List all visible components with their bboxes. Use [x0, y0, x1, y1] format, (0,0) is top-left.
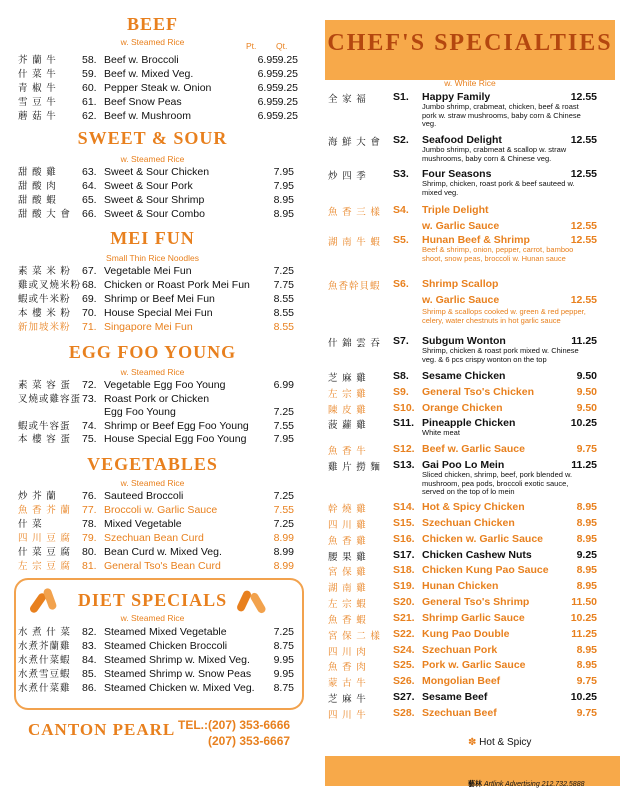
- item-name: Mongolian Beef: [422, 675, 501, 687]
- item-description: Shrimp, chicken, roast pork & beef sauteed w. mixed veg.: [422, 179, 575, 197]
- item-price: 8.95: [576, 533, 597, 545]
- item-number: 67.: [82, 265, 97, 277]
- item-price: 11.25: [571, 459, 597, 471]
- item-price: 8.95: [273, 194, 294, 206]
- credit-line: [468, 779, 584, 789]
- item-price: 7.55: [273, 419, 294, 432]
- item-chinese-name: 素 菜 米 粉: [18, 266, 71, 277]
- item-code: S17.: [393, 549, 415, 561]
- item-price: 7.95: [273, 166, 294, 178]
- item-price: 8.95: [576, 517, 597, 529]
- menu-item: [0, 110, 310, 123]
- item-number: 75.: [82, 433, 97, 445]
- item-chinese-name: 四 川 豆 腐: [18, 533, 71, 544]
- item-name: Gai Poo Lo Mein: [422, 459, 505, 471]
- item-chinese-name: 水煮芥蘭雞: [18, 641, 71, 652]
- item-chinese-name: 雞或叉燒米粉: [18, 280, 82, 291]
- item-code: S14.: [393, 501, 415, 513]
- item-code: S12.: [393, 443, 415, 455]
- menu-item: [0, 532, 310, 545]
- item-chinese-name: 宮 保 二 樣: [328, 631, 381, 642]
- item-number: 61.: [82, 96, 97, 108]
- egg-foo-title: EGG FOO YOUNG: [68, 342, 237, 362]
- phone-1: (207) 353-6666: [208, 718, 291, 732]
- item-name: Hunan Beef & Shrimp: [422, 234, 530, 246]
- item-number: 69.: [82, 293, 97, 305]
- item-price-pt: 6.95: [257, 110, 278, 122]
- item-number: 58.: [82, 54, 97, 66]
- item-chinese-name: 炒 四 季: [328, 171, 367, 182]
- item-name: Pepper Steak w. Onion: [104, 82, 212, 94]
- menu-item: [0, 82, 310, 95]
- item-price: 10.25: [570, 691, 597, 703]
- credit-zh: 藝林: [468, 781, 482, 788]
- mei-fun-subtitle: Small Thin Rice Noodles: [106, 253, 199, 263]
- menu-item: [0, 379, 310, 392]
- item-name: Beef w. Mixed Veg.: [104, 68, 194, 80]
- item-name: General Tso's Bean Curd: [104, 560, 221, 572]
- item-chinese-name: 什 菜 牛: [18, 69, 57, 80]
- item-name: Four Seasons: [422, 168, 492, 180]
- item-chinese-name: 菠 蘿 雞: [328, 420, 367, 431]
- menu-item: [0, 166, 310, 179]
- item-name: Hot & Spicy Chicken: [422, 501, 525, 513]
- item-name: Beef w. Garlic Sauce: [422, 443, 525, 455]
- item-price-pt: 6.95: [257, 96, 278, 108]
- item-name-continued: w. Garlic Sauce: [422, 294, 500, 306]
- item-name: Roast Pork or Chicken: [104, 392, 210, 405]
- item-name: Subgum Wonton: [422, 335, 506, 347]
- item-price: 9.25: [576, 549, 597, 561]
- item-price: 8.95: [576, 501, 597, 513]
- item-chinese-name: 甜 酸 大 會: [18, 209, 71, 220]
- item-number: 78.: [82, 518, 97, 530]
- item-price: 10.25: [570, 417, 597, 429]
- item-chinese-name: 甜 酸 蝦: [18, 195, 57, 206]
- item-price: 8.95: [576, 564, 597, 576]
- menu-item: [0, 321, 310, 334]
- item-price: 8.55: [273, 293, 294, 305]
- item-code: S10.: [393, 402, 415, 414]
- item-chinese-name: 水煮雪豆蝦: [18, 669, 71, 680]
- item-name: Hunan Chicken: [422, 580, 499, 592]
- item-number: 73.: [82, 392, 97, 405]
- phone-2: (207) 353-6667: [208, 734, 291, 748]
- item-price-pt: 6.95: [257, 82, 278, 94]
- item-price: 12.55: [570, 134, 597, 146]
- diet-specials-title: DIET SPECIALS: [77, 590, 228, 610]
- item-name: General Tso's Chicken: [422, 386, 535, 398]
- item-number: 85.: [82, 668, 97, 680]
- item-chinese-name: 左 宗 蝦: [328, 599, 367, 610]
- item-price: 8.75: [273, 682, 294, 694]
- item-number: 79.: [82, 532, 97, 544]
- item-chinese-name: 雞 片 撈 麵: [328, 462, 381, 473]
- item-code: S21.: [393, 612, 415, 624]
- col-pt-header: Pt.: [246, 41, 257, 51]
- item-name: Beef Snow Peas: [104, 96, 182, 108]
- item-price: 11.25: [571, 628, 597, 640]
- hot-spicy-label: Hot & Spicy: [479, 737, 532, 748]
- item-chinese-name: 什 菜 豆 腐: [18, 547, 71, 558]
- item-number: 65.: [82, 194, 97, 206]
- menu-item: [0, 194, 310, 207]
- item-price: 7.95: [273, 180, 294, 192]
- item-name: Szechuan Beef: [422, 707, 497, 719]
- item-number: 77.: [82, 504, 97, 516]
- item-price: 9.50: [576, 402, 597, 414]
- item-number: 68.: [82, 279, 97, 291]
- item-price: 6.99: [273, 379, 294, 391]
- item-chinese-name: 雪 豆 牛: [18, 97, 57, 108]
- menu-item: [0, 682, 310, 695]
- item-chinese-name: 陳 皮 雞: [328, 405, 367, 416]
- item-price: 11.25: [571, 335, 597, 347]
- item-code: S2.: [393, 134, 409, 146]
- item-chinese-name: 水 煮 什 菜: [18, 627, 71, 638]
- item-name: Shrimp or Beef Egg Foo Young: [104, 419, 249, 432]
- menu-item: [0, 640, 310, 653]
- item-chinese-name: 叉燒或雞容蛋: [18, 393, 82, 405]
- item-name: Chicken Cashew Nuts: [422, 549, 532, 561]
- item-name: Triple Delight: [422, 204, 489, 216]
- beef-subtitle: w. Steamed Rice: [120, 37, 185, 47]
- item-price: 8.99: [273, 532, 294, 544]
- item-name: Steamed Mixed Vegetable: [104, 626, 227, 638]
- item-name: Chicken w. Garlic Sauce: [422, 533, 543, 545]
- item-price: 12.55: [570, 234, 597, 246]
- menu-item: [0, 54, 310, 67]
- item-price: 7.25: [273, 265, 294, 277]
- item-price: 8.99: [273, 560, 294, 572]
- menu-item: [0, 504, 310, 517]
- item-code: S6.: [393, 278, 409, 290]
- item-description: White meat: [422, 428, 460, 437]
- item-name: Beef w. Mushroom: [104, 110, 191, 122]
- menu-item: [0, 393, 310, 406]
- menu-item: [0, 208, 310, 221]
- item-description: Sliced chicken, shrimp, beef, pork blended w. mushroom, pea pods, broccoli exotic sauce, served on the top of lo mein: [422, 470, 573, 496]
- item-price: 7.75: [273, 279, 294, 291]
- item-name: Sesame Chicken: [422, 370, 506, 382]
- hot-spicy-legend: [468, 737, 531, 748]
- item-price: 8.55: [273, 321, 294, 333]
- item-chinese-name: 新加坡米粉: [18, 322, 71, 333]
- item-name: Kung Pao Double: [422, 628, 510, 640]
- item-price: 9.50: [576, 370, 597, 382]
- item-name: Sauteed Broccoli: [104, 490, 184, 502]
- item-code: S4.: [393, 204, 409, 216]
- item-price-qt: 9.25: [277, 96, 298, 108]
- item-code: S11.: [393, 417, 415, 429]
- item-price: 12.55: [570, 220, 597, 232]
- item-price: 12.55: [570, 294, 597, 306]
- item-chinese-name: 芝 麻 牛: [328, 694, 367, 705]
- item-chinese-name: 芝 麻 雞: [328, 373, 367, 384]
- mei-fun-title: MEI FUN: [110, 228, 195, 248]
- item-name: Szechuan Chicken: [422, 517, 515, 529]
- item-price: 7.25: [273, 626, 294, 638]
- item-chinese-name: 宮 保 雞: [328, 567, 367, 578]
- tel-label: TEL.:: [178, 718, 208, 732]
- menu-item-continued: [0, 406, 310, 419]
- menu-item: [0, 668, 310, 681]
- item-price: 8.99: [273, 546, 294, 558]
- item-name: Vegetable Egg Foo Young: [104, 379, 226, 391]
- brand-name: CANTON PEARL: [28, 720, 176, 739]
- item-price-qt: 9.25: [277, 54, 298, 66]
- menu-item: [0, 546, 310, 559]
- item-number: 63.: [82, 166, 97, 178]
- item-chinese-name: 魚 香 蝦: [328, 615, 367, 626]
- item-name-continued: w. Garlic Sauce: [422, 220, 500, 232]
- item-code: S19.: [393, 580, 415, 592]
- item-name: Steamed Shrimp w. Snow Peas: [104, 668, 252, 680]
- item-chinese-name: 蘑 菇 牛: [18, 111, 57, 122]
- item-chinese-name: 甜 酸 雞: [18, 167, 57, 178]
- item-chinese-name: 甜 酸 肉: [18, 181, 57, 192]
- item-number: 72.: [82, 379, 97, 391]
- item-name: Steamed Chicken Broccoli: [104, 640, 228, 652]
- item-code: S1.: [393, 91, 409, 103]
- menu-item: [0, 490, 310, 503]
- item-chinese-name: 什 錦 雲 吞: [328, 338, 381, 349]
- item-code: S22.: [393, 628, 415, 640]
- item-price: 9.75: [576, 443, 597, 455]
- sweet-sour-subtitle: w. Steamed Rice: [120, 154, 185, 164]
- item-name: Seafood Delight: [422, 134, 502, 146]
- item-code: S3.: [393, 168, 409, 180]
- item-name: Orange Chicken: [422, 402, 503, 414]
- item-code: S24.: [393, 644, 415, 656]
- item-price: 9.50: [576, 386, 597, 398]
- item-name: Shrimp Garlic Sauce: [422, 612, 525, 624]
- item-code: S9.: [393, 386, 409, 398]
- credit-text: Artlink Advertising 212.732.5888: [483, 781, 585, 788]
- item-description: Shrimp & scallops cooked w. green & red pepper, celery, water chestnuts in hot garlic sauce: [422, 307, 586, 325]
- item-name: Bean Curd w. Mixed Veg.: [104, 546, 222, 558]
- item-description: Jumbo shrimp, crabmeat, chicken, beef & roast pork w. straw mushrooms, baby corn & Chinese veg.: [422, 102, 581, 128]
- menu-item: [0, 279, 310, 292]
- menu-item: [0, 180, 310, 193]
- item-chinese-name: 蒙 古 牛: [328, 678, 367, 689]
- item-name: Broccoli w. Garlic Sauce: [104, 504, 218, 516]
- item-name: Chicken or Roast Pork Mei Fun: [104, 279, 250, 291]
- item-chinese-name: 湖 南 牛 蝦: [328, 237, 381, 248]
- item-name: Sweet & Sour Combo: [104, 208, 205, 220]
- item-chinese-name: 本 樓 米 粉: [18, 308, 71, 319]
- chef-subtitle: w. White Rice: [444, 78, 496, 88]
- vegetables-subtitle: w. Steamed Rice: [120, 478, 185, 488]
- item-description: Shrimp, chicken & roast pork mixed w. Chinese veg. & 6 pcs crispy wonton on the top: [422, 346, 579, 364]
- menu-item: [0, 307, 310, 320]
- item-code: S5.: [393, 234, 409, 246]
- item-name: Beef w. Broccoli: [104, 54, 179, 66]
- item-name: Mixed Vegetable: [104, 518, 182, 530]
- item-name: Pork w. Garlic Sauce: [422, 659, 526, 671]
- menu-item: [0, 433, 310, 446]
- item-name: Shrimp or Beef Mei Fun: [104, 293, 215, 305]
- item-number: 83.: [82, 640, 97, 652]
- item-number: 82.: [82, 626, 97, 638]
- item-chinese-name: 腰 果 雞: [328, 552, 367, 563]
- item-price: 7.25: [273, 406, 294, 418]
- item-chinese-name: 四 川 牛: [328, 710, 367, 721]
- item-price: 7.55: [273, 504, 294, 516]
- item-number: 84.: [82, 654, 97, 666]
- item-code: S18.: [393, 564, 415, 576]
- chef-specialties-title: CHEF'S SPECIALTIES: [327, 30, 613, 56]
- egg-foo-subtitle: w. Steamed Rice: [120, 367, 185, 377]
- item-price: 8.75: [273, 640, 294, 652]
- item-number: 60.: [82, 82, 97, 94]
- item-price: 11.50: [571, 596, 597, 608]
- menu-item: [0, 68, 310, 81]
- item-price: 7.95: [273, 433, 294, 445]
- item-price: 9.75: [576, 675, 597, 687]
- sweet-sour-title: SWEET & SOUR: [77, 128, 228, 148]
- item-price: 8.95: [273, 208, 294, 220]
- item-number: 66.: [82, 208, 97, 220]
- item-name: Happy Family: [422, 91, 491, 103]
- item-number: 81.: [82, 560, 97, 572]
- item-chinese-name: 水煮什菜雞: [18, 683, 71, 694]
- item-code: S25.: [393, 659, 415, 671]
- item-name: Egg Foo Young: [104, 406, 176, 418]
- menu-item: [0, 420, 310, 433]
- item-chinese-name: 湖 南 雞: [328, 583, 367, 594]
- menu-item: [0, 293, 310, 306]
- item-price-pt: 6.95: [257, 54, 278, 66]
- item-number: 71.: [82, 321, 97, 333]
- item-price: 12.55: [570, 168, 597, 180]
- item-price: 8.95: [576, 659, 597, 671]
- item-chinese-name: 全 家 福: [328, 94, 367, 105]
- item-name: Sweet & Sour Pork: [104, 180, 193, 192]
- item-price-qt: 9.25: [277, 82, 298, 94]
- item-chinese-name: 魚香幹貝蝦: [328, 281, 381, 292]
- item-name: House Special Egg Foo Young: [104, 433, 247, 445]
- item-name: Szechuan Bean Curd: [104, 532, 204, 544]
- menu-item: [0, 626, 310, 639]
- item-code: S7.: [393, 335, 409, 347]
- item-chinese-name: 左 宗 豆 腐: [18, 561, 71, 572]
- item-name: Singapore Mei Fun: [104, 321, 193, 333]
- item-number: 70.: [82, 307, 97, 319]
- menu-item: [0, 654, 310, 667]
- item-code: S13.: [393, 459, 415, 471]
- item-chinese-name: 魚 香 芥 蘭: [18, 505, 71, 516]
- item-price: 8.95: [576, 644, 597, 656]
- item-code: S27.: [393, 691, 415, 703]
- item-name: General Tso's Shrimp: [422, 596, 530, 608]
- item-code: S15.: [393, 517, 415, 529]
- col-qt-header: Qt.: [276, 41, 288, 51]
- item-code: S28.: [393, 707, 415, 719]
- item-price-pt: 6.95: [257, 68, 278, 80]
- item-chinese-name: 魚 香 牛: [328, 446, 367, 457]
- item-name: Sweet & Sour Shrimp: [104, 194, 205, 206]
- item-price: 7.25: [273, 518, 294, 530]
- item-chinese-name: 素 菜 容 蛋: [18, 380, 71, 391]
- diet-specials-subtitle: w. Steamed Rice: [120, 613, 185, 623]
- item-number: 59.: [82, 68, 97, 80]
- item-price: 9.95: [273, 654, 294, 666]
- item-name: Chicken Kung Pao Sauce: [422, 564, 549, 576]
- item-price: 12.55: [570, 91, 597, 103]
- vegetables-title: VEGETABLES: [87, 454, 218, 474]
- item-chinese-name: 什 菜: [18, 519, 43, 530]
- item-name: House Special Mei Fun: [104, 307, 213, 319]
- item-number: 74.: [82, 419, 97, 432]
- item-chinese-name: 魚 香 三 樣: [328, 207, 381, 218]
- item-price: 9.95: [273, 668, 294, 680]
- item-chinese-name: 水煮什菜蝦: [18, 655, 71, 666]
- item-chinese-name: 四 川 雞: [328, 520, 367, 531]
- item-chinese-name: 炒 芥 蘭: [18, 491, 57, 502]
- item-price: 10.25: [570, 612, 597, 624]
- item-chinese-name: 左 宗 雞: [328, 389, 367, 400]
- item-number: 80.: [82, 546, 97, 558]
- item-chinese-name: 蝦或牛米粉: [18, 294, 71, 305]
- item-name: Vegetable Mei Fun: [104, 265, 192, 277]
- item-name: Sweet & Sour Chicken: [104, 166, 210, 178]
- item-price: 8.95: [576, 580, 597, 592]
- menu-item: [0, 96, 310, 109]
- item-price-qt: 9.25: [277, 68, 298, 80]
- item-name: Szechuan Pork: [422, 644, 498, 656]
- item-description: Jumbo shrimp, crabmeat & scallop w. straw mushrooms, baby corn & Chinese veg.: [422, 145, 567, 163]
- item-name: Steamed Shrimp w. Mixed Veg.: [104, 654, 250, 666]
- item-chinese-name: 蝦或牛容蛋: [18, 420, 71, 432]
- menu-item: [0, 265, 310, 278]
- item-chinese-name: 魚 香 肉: [328, 662, 367, 673]
- menu-item: [0, 518, 310, 531]
- item-number: 86.: [82, 682, 97, 694]
- item-name: Sesame Beef: [422, 691, 488, 703]
- item-name: Shrimp Scallop: [422, 278, 499, 290]
- item-code: S16.: [393, 533, 415, 545]
- item-chinese-name: 幹 燒 雞: [328, 504, 367, 515]
- item-price: 8.55: [273, 307, 294, 319]
- item-chinese-name: 魚 香 雞: [328, 536, 367, 547]
- item-chinese-name: 青 椒 牛: [18, 83, 57, 94]
- item-chinese-name: 四 川 肉: [328, 647, 367, 658]
- item-code: S8.: [393, 370, 409, 382]
- item-number: 62.: [82, 110, 97, 122]
- pepper-icon: ✽: [468, 737, 477, 748]
- item-name: Pineapple Chicken: [422, 417, 516, 429]
- item-chinese-name: 芥 蘭 牛: [18, 55, 57, 66]
- item-description: Beef & shrimp, onion, pepper, carrot, bamboo shoot, snow peas, broccoli w. Hunan sauce: [422, 245, 574, 263]
- item-code: S20.: [393, 596, 415, 608]
- item-number: 64.: [82, 180, 97, 192]
- item-name: Steamed Chicken w. Mixed Veg.: [104, 682, 255, 694]
- menu-item: [0, 560, 310, 573]
- item-chinese-name: 本 樓 容 蛋: [18, 434, 71, 445]
- beef-title: BEEF: [126, 14, 178, 34]
- item-number: 76.: [82, 490, 97, 502]
- item-code: S26.: [393, 675, 415, 687]
- item-price: 7.25: [273, 490, 294, 502]
- item-price: 9.75: [576, 707, 597, 719]
- item-price-qt: 9.25: [277, 110, 298, 122]
- item-chinese-name: 海 鮮 大 會: [328, 137, 381, 148]
